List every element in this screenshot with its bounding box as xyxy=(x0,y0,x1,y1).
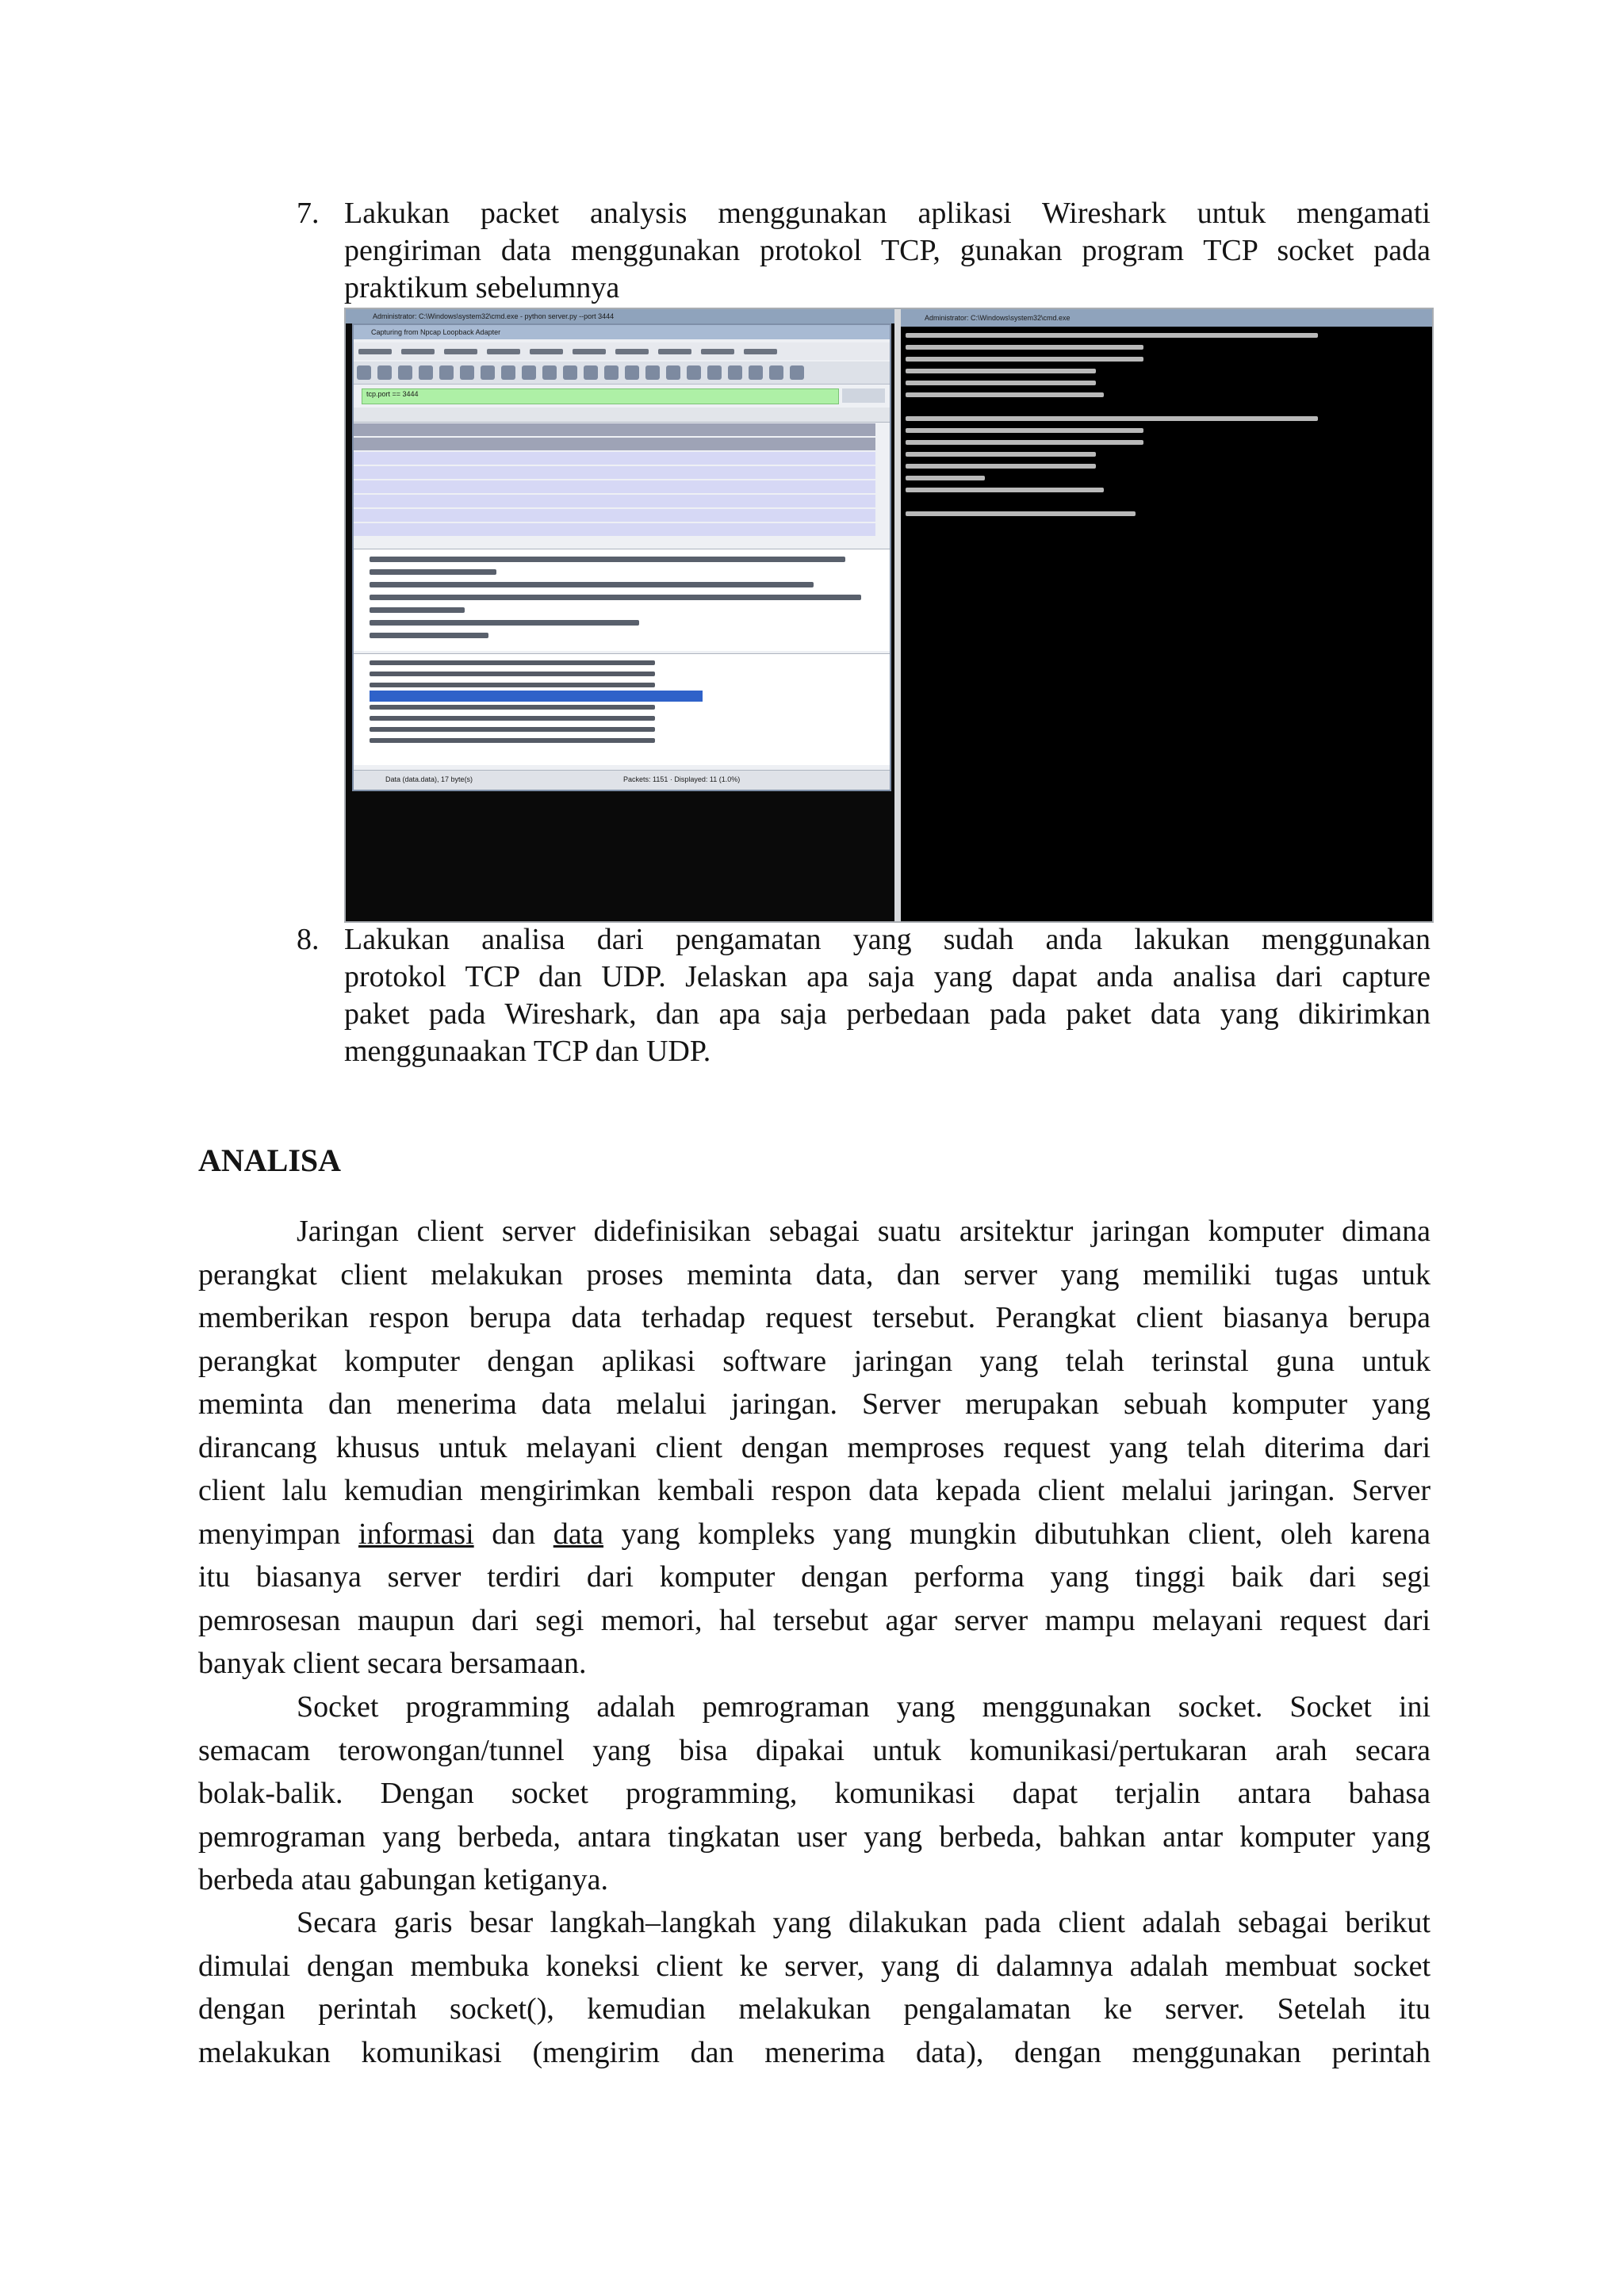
list-number: 8. xyxy=(297,923,320,956)
status-right: Packets: 1151 · Displayed: 11 (1.0%) xyxy=(623,775,741,783)
text-line: pemrograman yang berbeda, antara tingkatan user yang berbeda, bahkan antar komputer yang xyxy=(198,1820,1431,1854)
paragraph-1 xyxy=(198,1210,1431,1686)
text-line: dirancang khusus untuk melayani client dengan memproses request yang telah diterima dari xyxy=(198,1430,1431,1464)
text-line: menggunaakan TCP dan UDP. xyxy=(344,1035,711,1068)
wireshark-screenshot xyxy=(344,308,1434,923)
list-number: 7. xyxy=(297,197,320,230)
cmd-window-title-right: Administrator: C:\Windows\system32\cmd.exe xyxy=(925,314,1071,322)
text-line: client lalu kemudian mengirimkan kembali respon data kepada client melalui jaringan. Server xyxy=(198,1474,1431,1507)
text-line: pemrosesan maupun dari segi memori, hal tersebut agar server mampu melayani request dari xyxy=(198,1603,1431,1637)
cmd-window-title-left: Administrator: C:\Windows\system32\cmd.exe - python server.py --port 3444 xyxy=(373,312,615,320)
packet-bytes-pane[interactable] xyxy=(354,653,890,765)
table-row[interactable] xyxy=(354,423,875,436)
text-line: Socket programming adalah pemrograman yang menggunakan socket. Socket ini xyxy=(297,1690,1431,1724)
cmd-window-right xyxy=(901,309,1432,921)
text-line: protokol TCP dan UDP. Jelaskan apa saja yang dapat anda analisa dari capture xyxy=(344,960,1431,993)
link-informasi[interactable]: informasi xyxy=(358,1517,474,1551)
text-line: meminta dan menerima data melalui jaringan. Server merupakan sebuah komputer yang xyxy=(198,1387,1431,1421)
text-line: semacam terowongan/tunnel yang bisa dipakai untuk komunikasi/pertukaran arah secara xyxy=(198,1733,1431,1767)
packet-list-header xyxy=(354,408,890,423)
table-row[interactable] xyxy=(354,452,875,465)
wireshark-menubar[interactable] xyxy=(354,342,890,360)
filter-buttons[interactable] xyxy=(842,388,885,403)
link-data[interactable]: data xyxy=(553,1517,604,1551)
text-line: Lakukan packet analysis menggunakan aplikasi Wireshark untuk mengamati xyxy=(344,197,1431,230)
text-line: banyak client secara bersamaan. xyxy=(198,1647,587,1680)
table-row[interactable] xyxy=(354,466,875,479)
text-line: itu biasanya server terdiri dari komputer dengan performa yang tinggi baik dari segi xyxy=(198,1560,1431,1594)
text-segment: yang kompleks yang mungkin dibutuhkan client, oleh karena xyxy=(603,1517,1431,1551)
text-line: Secara garis besar langkah–langkah yang dilakukan pada client adalah sebagai berikut xyxy=(297,1906,1431,1939)
packet-details-pane[interactable] xyxy=(354,549,890,651)
table-row[interactable] xyxy=(354,509,875,522)
text-line: paket pada Wireshark, dan apa saja perbedaan pada paket data yang dikirimkan xyxy=(344,997,1431,1031)
packet-list[interactable] xyxy=(354,423,875,542)
wireshark-title: Capturing from Npcap Loopback Adapter xyxy=(371,328,501,336)
list-item-text xyxy=(344,921,1431,1070)
table-row[interactable] xyxy=(354,523,875,536)
filter-text: tcp.port == 3444 xyxy=(366,390,419,398)
table-row[interactable] xyxy=(354,480,875,493)
cmd-output xyxy=(906,333,1350,523)
section-heading: ANALISA xyxy=(198,1142,342,1178)
paragraph-2 xyxy=(198,1686,1431,1902)
table-row[interactable] xyxy=(354,495,875,507)
text-line: perangkat komputer dengan aplikasi software jaringan yang telah terinstal guna untuk xyxy=(198,1344,1431,1378)
text-line: Lakukan analisa dari pengamatan yang sudah anda lakukan menggunakan xyxy=(344,923,1431,956)
selected-bytes xyxy=(370,691,703,702)
text-line: perangkat client melakukan proses meminta data, dan server yang memiliki tugas untuk xyxy=(198,1257,1431,1292)
text-line: dengan perintah socket(), kemudian melakukan pengalamatan ke server. Setelah itu xyxy=(198,1992,1431,2026)
table-row[interactable] xyxy=(354,438,875,450)
text-segment: menyimpan xyxy=(198,1517,359,1551)
text-line: pengiriman data menggunakan protokol TCP, gunakan program TCP socket pada xyxy=(344,234,1431,267)
paragraph-3 xyxy=(198,1901,1431,2074)
wireshark-toolbar[interactable] xyxy=(354,362,890,385)
text-line: praktikum sebelumnya xyxy=(344,271,620,304)
wireshark-statusbar xyxy=(354,770,890,790)
text-line: Jaringan client server didefinisikan sebagai suatu arsitektur jaringan komputer dimana xyxy=(297,1215,1431,1248)
text-line: bolak-balik. Dengan socket programming, komunikasi dapat terjalin antara bahasa xyxy=(198,1777,1431,1810)
status-left: Data (data.data), 17 byte(s) xyxy=(385,775,473,783)
wireshark-window xyxy=(352,323,891,791)
list-item-text xyxy=(344,195,1431,307)
display-filter-input[interactable] xyxy=(362,388,839,404)
text-segment: dan xyxy=(473,1517,553,1551)
text-line xyxy=(198,1513,1431,1556)
desktop-left xyxy=(346,309,894,921)
text-line: memberikan respon berupa data terhadap request tersebut. Perangkat client biasanya berupa xyxy=(198,1301,1431,1334)
text-line: berbeda atau gabungan ketiganya. xyxy=(198,1863,608,1896)
text-line: dimulai dengan membuka koneksi client ke server, yang di dalamnya adalah membuat socket xyxy=(198,1949,1431,1983)
text-line: melakukan komunikasi (mengirim dan menerima data), dengan menggunakan perintah xyxy=(198,2035,1431,2069)
